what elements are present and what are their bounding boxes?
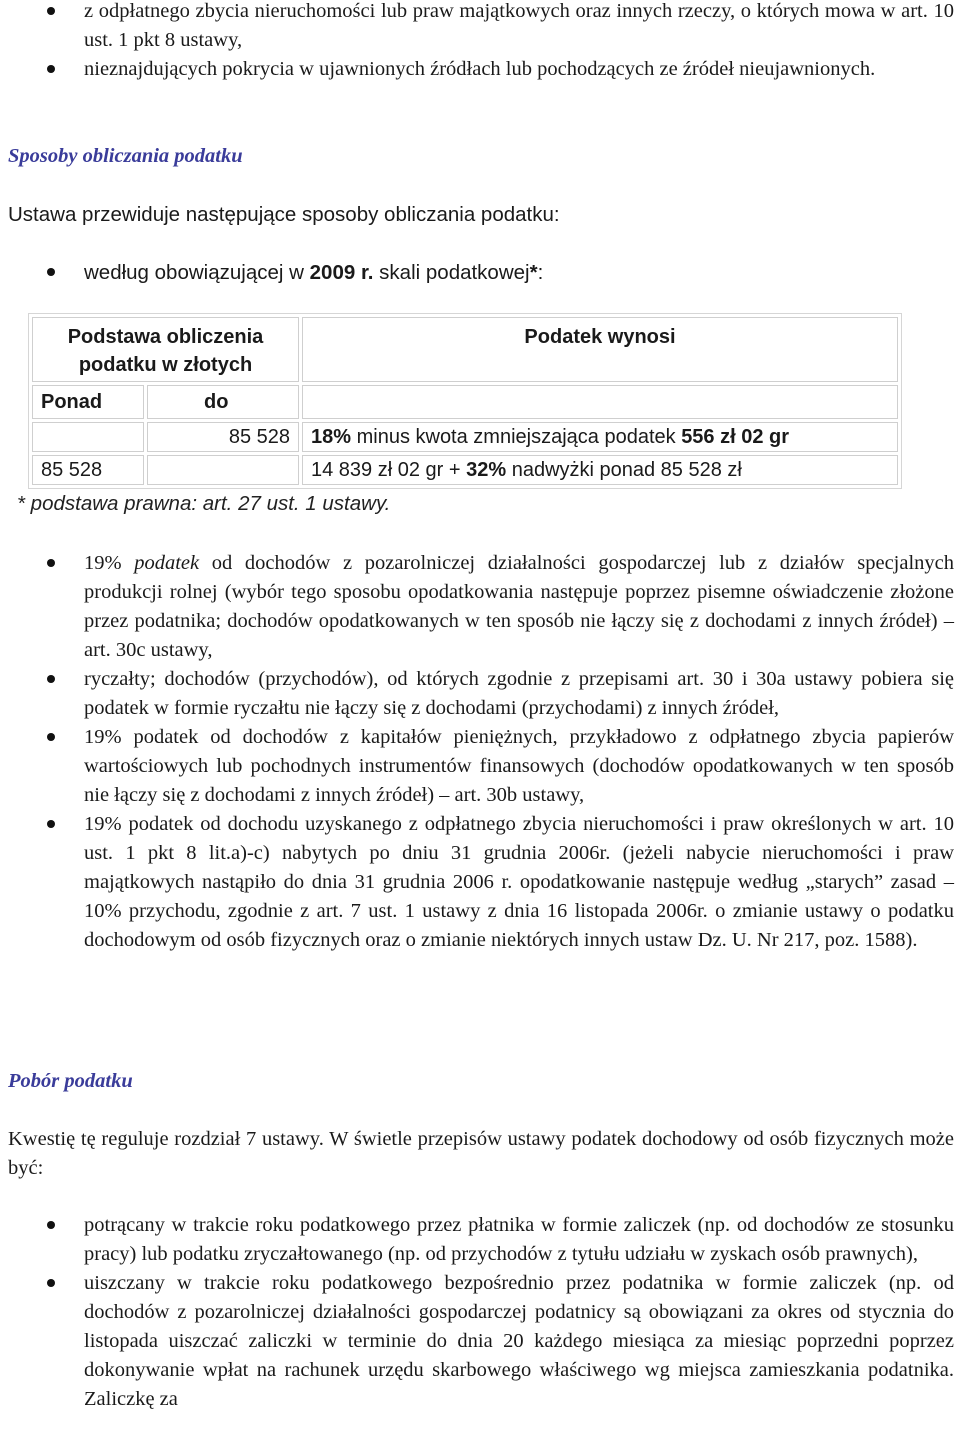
tax-text: nadwyżki ponad 85 528 zł [506,459,742,481]
cell-to: 85 528 [147,422,299,452]
col-over: Ponad [32,385,144,419]
list-item: ryczałty; dochodów (przychodów), od których zgodnie z przepisami art. 30 i 30a ustawy pobiera się podatek w formie ryczałtu nie łączy się z dochodami (przychodami) z innych źródeł, [0,665,960,723]
bullet-year: 2009 r. [309,261,374,284]
table-footnote: * podstawa prawna: art. 27 ust. 1 ustawy. [17,492,391,515]
list-item: z odpłatnego zbycia nieruchomości lub praw majątkowych oraz innych rzeczy, o których mowa w art. 10 ust. 1 pkt 8 ustawy, [0,0,960,55]
section-intro: Ustawa przewiduje następujące sposoby obliczania podatku: [8,203,560,226]
tax-text: minus kwota zmniejszająca podatek [351,426,682,448]
cell-over [32,422,144,452]
bullet-text: skali podatkowej [373,261,530,284]
list-item [0,549,960,665]
tax-pct: 18% [311,426,352,448]
collection-list [0,1211,960,1414]
list-item: 19% podatek od dochodu uzyskanego z odpłatnego zbycia nieruchomości i praw określonych w art. 10 ust. 1 pkt 8 lit.a)-c) nabytych po dniu 31 grudnia 2006r. (jeżeli nabycie nieruchomości i praw majątkowych nastąpiło do dnia 31 grudnia 2006 r. opodatkowanie następuje według „starych” zasad – 10% przychodu, zgodnie z art. 7 ust. 1 ustawy z dnia 16 listopada 2006r. o zmianie ustawy o podatku dochodowym od osób fizycznych oraz o zmianie niektórych innych ustaw Dz. U. Nr 217, poz. 1588). [0,810,960,955]
footnote-star: * [529,261,538,284]
cell-tax [302,422,898,452]
tax-scale-table [28,313,902,489]
list-item: 19% podatek od dochodów z kapitałów pieniężnych, przykładowo z odpłatnego zbycia papierów wartościowych lub pochodnych instrumentów finansowych (dochodów opodatkowanych w ten sposób nie łączy się z dochodami z innych źródeł) – art. 30b ustawy, [0,723,960,810]
tax-text: 14 839 zł 02 gr + [311,459,467,481]
table-row [32,422,898,452]
scale-bullet [0,258,960,287]
bullet-text: według obowiązującej w [84,261,310,284]
bullet-colon: : [537,261,544,284]
empty-cell [302,385,898,419]
header-base: Podstawa obliczenia podatku w złotych [32,317,299,382]
item-text: 19% [84,552,135,574]
cell-over: 85 528 [32,455,144,485]
cell-to [147,455,299,485]
col-to: do [147,385,299,419]
tax-pct: 32% [466,459,507,481]
section-heading-pobor: Pobór podatku [8,1070,133,1092]
methods-list [0,549,960,955]
top-list [0,0,960,84]
table-subheader-row [32,385,898,419]
list-item [0,258,960,287]
table-header-row [32,317,898,382]
tax-amount: 556 zł 02 gr [681,426,790,448]
cell-tax [302,455,898,485]
list-item: nieznajdujących pokrycia w ujawnionych źródłach lub pochodzących ze źródeł nieujawnionych. [0,55,960,84]
list-item: uiszczany w trakcie roku podatkowego bezpośrednio przez podatnika w formie zaliczek (np. od dochodów z pozarolniczej działalności gospodarczej podatnicy są obowiązani za okres od stycznia do listopada uiszczać zaliczki w terminie do dnia 20 każdego miesiąca za miesiąc poprzedni poprzez dokonywanie wpłat na rachunek urzędu skarbowego właściwego wg miejsca zamieszkania podatnika. Zaliczkę za [0,1269,960,1414]
section-intro: Kwestię tę reguluje rozdział 7 ustawy. W świetle przepisów ustawy podatek dochodowy od osób fizycznych może być: [8,1128,954,1179]
item-italic: podatek [134,552,200,574]
list-item: potrącany w trakcie roku podatkowego przez płatnika w formie zaliczek (np. od dochodów ze stosunku pracy) lub podatku zryczałtowanego (np. od przychodów z tytułu udziału w zyskach osób prawnych), [0,1211,960,1269]
table-row [32,455,898,485]
item-text: od dochodów z pozarolniczej działalności gospodarczej lub z działów specjalnych produkcji rolnej (wybór tego sposobu opodatkowania następuje poprzez pisemne oświadczenie złożone przez podatnika; dochodów opodatkowanych w ten sposób nie łączy się z dochodami z innych źródeł) – art. 30c ustawy, [84,552,955,661]
section-heading-sposoby: Sposoby obliczania podatku [8,145,243,167]
header-tax: Podatek wynosi [302,317,898,382]
